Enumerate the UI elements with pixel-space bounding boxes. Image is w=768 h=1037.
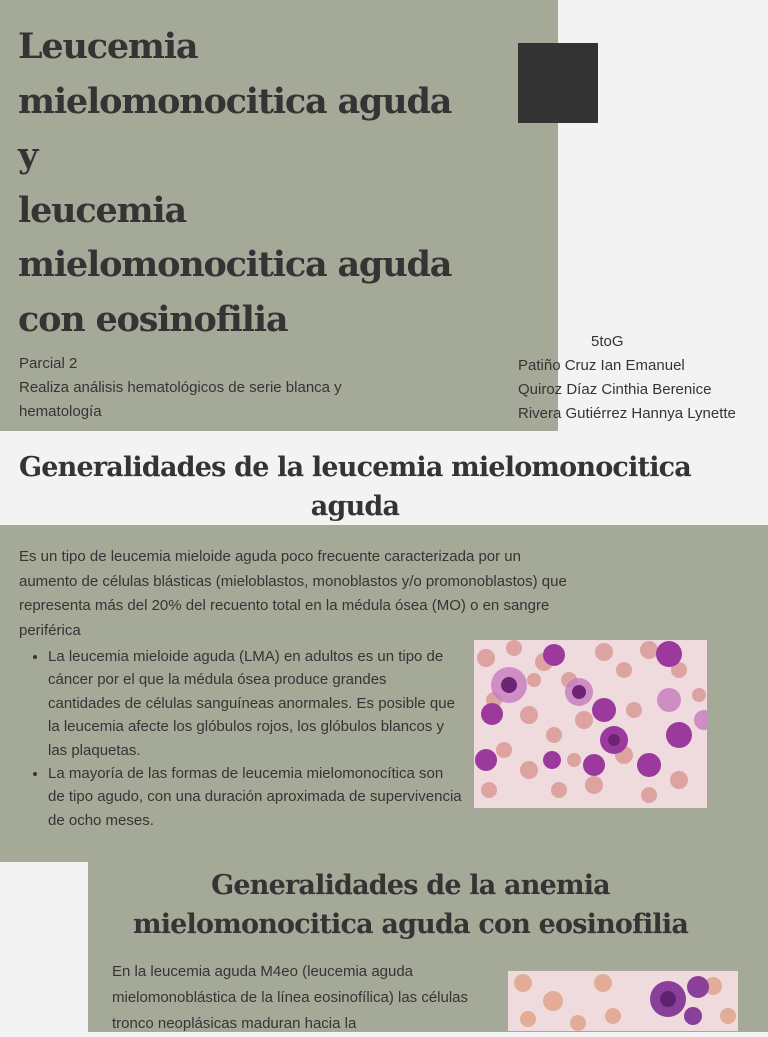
subject-info: [19, 352, 389, 424]
group-label: 5toG: [591, 333, 624, 350]
blood-smear-image: [508, 971, 738, 1031]
section-intro: Es un tipo de leucemia mieloide aguda poco frecuente caracterizada por un aumento de células blásticas (mieloblastos, monoblastos y/o promonoblastos) que representa más del 20% del recuento total en la médula ósea (MO) o en sangre periférica: [19, 548, 567, 639]
member-name: Quiroz Díaz Cinthia Berenice: [518, 381, 712, 398]
blood-smear-image: [474, 640, 707, 808]
section-title: Generalidades de la anemia mielomonocitica aguda con eosinofilia: [132, 870, 689, 940]
title-line: mielomonocitica aguda: [18, 80, 452, 122]
member-name: Patiño Cruz Ian Emanuel: [518, 357, 685, 374]
title-line: leucemia: [18, 189, 186, 231]
title-line: Leucemia: [18, 26, 198, 67]
page-title: [18, 20, 538, 347]
member-name: Rivera Gutiérrez Hannya Lynette: [518, 405, 736, 422]
blood-smear-illustration: [474, 640, 707, 808]
list-item: • La mayoría de las formas de leucemia mielomonocítica son de tipo agudo, con una duración aproximada de supervivencia de ocho meses.: [48, 762, 463, 832]
blood-smear-illustration: [508, 971, 738, 1031]
title-line: y: [18, 135, 38, 176]
title-line: mielomonocitica aguda: [18, 244, 452, 285]
topic-label: Realiza análisis hematológicos de serie blanca y hematología: [19, 379, 342, 420]
section-title: Generalidades de la leucemia mielomonocitica aguda: [19, 452, 691, 522]
partial-label: Parcial 2: [19, 355, 78, 372]
bullet-list: [19, 645, 463, 832]
title-line: con eosinofilia: [18, 298, 288, 340]
list-item: • La leucemia mieloide aguda (LMA) en adultos es un tipo de cáncer por el que la médula ósea produce grandes cantidades de células sanguíneas anormales. Es posible que la leucemia afecte los glóbulos rojos, los glóbulos blancos y las plaquetas.: [48, 645, 463, 762]
team-info: [518, 330, 736, 426]
section-text: En la leucemia aguda M4eo (leucemia aguda mielomonoblástica de la línea eosinofílica) las células tronco neoplásicas maduran hacia la: [112, 963, 469, 1032]
